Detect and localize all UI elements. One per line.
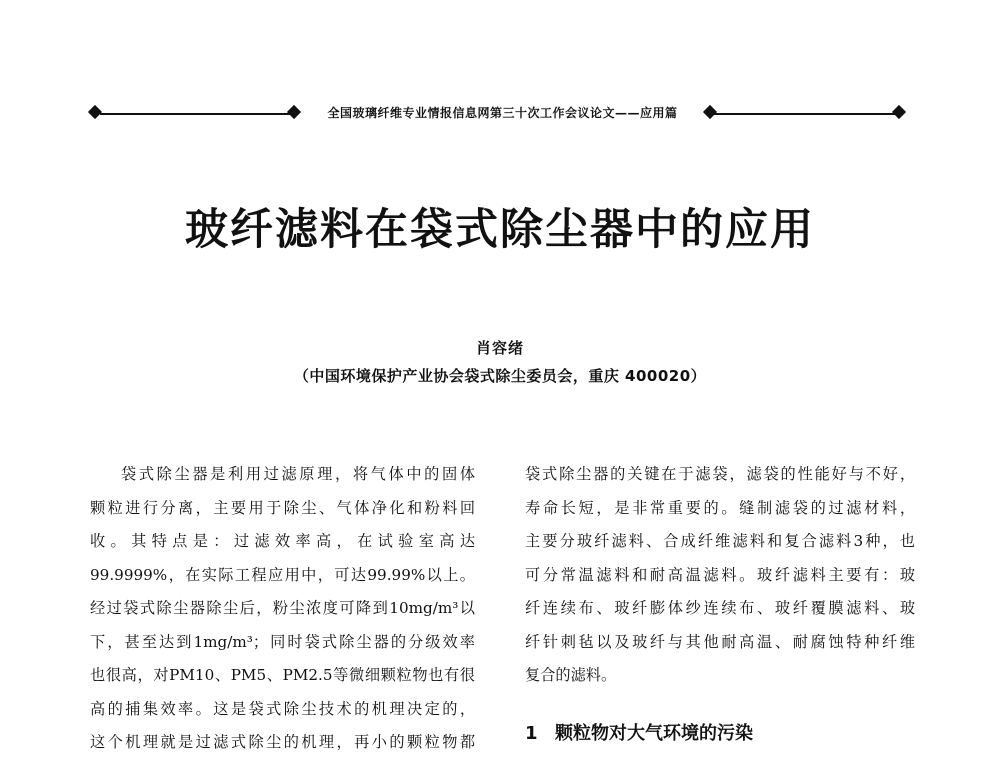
body-line: 复合的滤料。 — [525, 666, 617, 684]
body-column-left — [90, 458, 475, 760]
running-header — [88, 100, 908, 128]
body-line: 纤连续布、玻纤膨体纱连续布、玻纤覆膜滤料、玻 — [525, 599, 915, 617]
body-line: 经过袋式除尘器除尘后，粉尘浓度可降到10mg/m³以 — [90, 599, 475, 617]
running-title: 全国玻璃纤维专业情报信息网第三十次工作会议论文——应用篇 — [327, 106, 678, 120]
body-line: 袋式除尘器是利用过滤原理，将气体中的固体 — [121, 465, 475, 483]
body-line: 也很高，对PM10、PM5、PM2.5等微细颗粒物也有很 — [90, 666, 475, 684]
body-line: 这个机理就是过滤式除尘的机理，再小的颗粒物都 — [90, 733, 475, 751]
header-ornament-diamond — [892, 105, 906, 119]
body-line: 高的捕集效率。这是袋式除尘技术的机理决定的， — [90, 699, 475, 718]
header-ornament-diamond — [703, 105, 717, 119]
header-ornament-diamond — [88, 105, 102, 119]
author-affiliation: （中国环境保护产业协会袋式除尘委员会，重庆 400020） — [293, 367, 707, 385]
body-line: 袋式除尘器的关键在于滤袋，滤袋的性能好与不好， — [525, 465, 915, 483]
body-line: 颗粒进行分离，主要用于除尘、气体净化和粉料回 — [90, 498, 475, 517]
body-line: 寿命长短，是非常重要的。缝制滤袋的过滤材料， — [525, 498, 915, 517]
author-name: 肖容绪 — [475, 339, 524, 357]
article-title: 玻纤滤料在袋式除尘器中的应用 — [185, 205, 815, 255]
header-ornament-diamond — [287, 105, 301, 119]
section-title: 颗粒物对大气环境的污染 — [555, 722, 753, 744]
body-line: 99.9999%，在实际工程应用中，可达99.99%以上。 — [90, 565, 475, 584]
body-line: 纤针刺毡以及玻纤与其他耐高温、耐腐蚀特种纤维 — [525, 632, 915, 651]
body-line: 下，甚至达到1mg/m³；同时袋式除尘器的分级效率 — [90, 632, 475, 651]
body-line: 收。其特点是：过滤效率高，在试验室高达 — [90, 532, 475, 550]
header-rule-left — [100, 113, 290, 115]
header-rule-right — [713, 113, 898, 115]
section-number: 1 — [525, 722, 538, 744]
body-column-right — [525, 458, 915, 749]
body-line: 主要分玻纤滤料、合成纤维滤料和复合滤料3种，也 — [525, 532, 915, 550]
section-heading — [525, 719, 915, 749]
body-line: 可分常温滤料和耐高温滤料。玻纤滤料主要有：玻 — [525, 565, 915, 584]
